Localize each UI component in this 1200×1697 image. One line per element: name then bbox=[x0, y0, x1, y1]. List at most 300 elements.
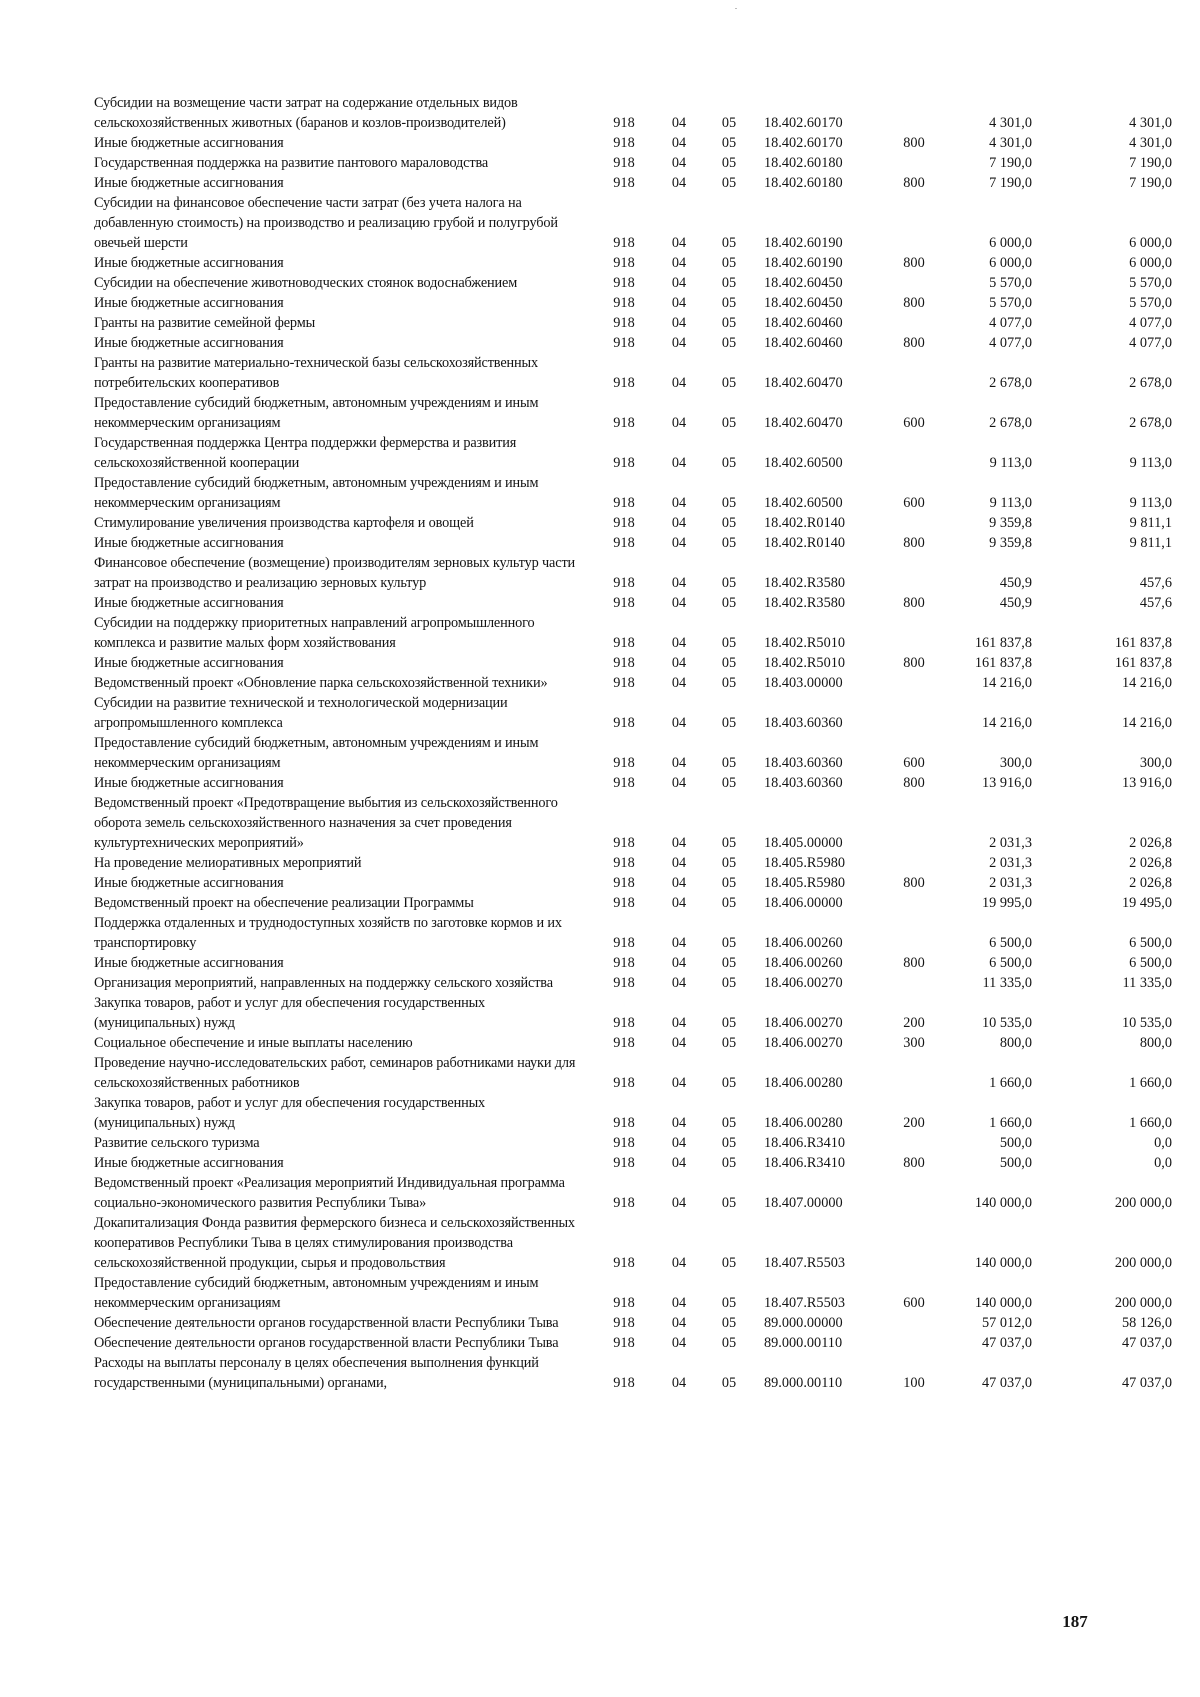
row-expense-type: 300 bbox=[903, 1035, 925, 1051]
row-subsection-code: 05 bbox=[721, 1295, 737, 1311]
row-ved-code: 918 bbox=[613, 1195, 635, 1211]
row-expense-type: 600 bbox=[903, 755, 925, 771]
row-ved-code: 918 bbox=[613, 535, 635, 551]
row-amount-year-2: 6 000,0 bbox=[1129, 255, 1172, 271]
row-expense-type: 800 bbox=[903, 135, 925, 151]
row-amount-year-2: 2 026,8 bbox=[1129, 835, 1172, 851]
row-amount-year-2: 200 000,0 bbox=[1114, 1195, 1172, 1211]
row-target-article: 18.407.00000 bbox=[764, 1195, 843, 1211]
row-section-code: 04 bbox=[671, 1315, 687, 1331]
row-name: Ведомственный проект «Обновление парка сельскохозяйственной техники» bbox=[94, 675, 548, 691]
row-amount-year-1: 6 500,0 bbox=[989, 935, 1032, 951]
row-amount-year-1: 57 012,0 bbox=[981, 1315, 1032, 1331]
table-row bbox=[94, 293, 1174, 313]
table-row bbox=[94, 693, 1174, 733]
row-name: Расходы на выплаты персоналу в целях обеспечения выполнения функций государственными (муниципальными) органами, bbox=[94, 1355, 539, 1391]
row-ved-code: 918 bbox=[613, 1115, 635, 1131]
row-subsection-code: 05 bbox=[721, 135, 737, 151]
row-amount-year-2: 11 335,0 bbox=[1122, 975, 1172, 991]
row-ved-code: 918 bbox=[613, 1135, 635, 1151]
table-row bbox=[94, 433, 1174, 473]
row-section-code: 04 bbox=[671, 535, 687, 551]
row-amount-year-1: 4 077,0 bbox=[989, 315, 1032, 331]
row-amount-year-2: 14 216,0 bbox=[1121, 715, 1172, 731]
row-amount-year-2: 19 495,0 bbox=[1121, 895, 1172, 911]
row-section-code: 04 bbox=[671, 1255, 687, 1271]
row-subsection-code: 05 bbox=[721, 1315, 737, 1331]
row-subsection-code: 05 bbox=[721, 235, 737, 251]
row-target-article: 18.402.R3580 bbox=[764, 595, 846, 611]
row-amount-year-2: 4 077,0 bbox=[1129, 335, 1172, 351]
row-section-code: 04 bbox=[671, 835, 687, 851]
table-row bbox=[94, 1093, 1174, 1133]
table-row bbox=[94, 953, 1174, 973]
row-target-article: 18.407.R5503 bbox=[764, 1255, 846, 1271]
row-amount-year-2: 47 037,0 bbox=[1121, 1335, 1172, 1351]
row-subsection-code: 05 bbox=[721, 1035, 737, 1051]
row-amount-year-1: 9 113,0 bbox=[989, 455, 1032, 471]
row-amount-year-2: 4 301,0 bbox=[1129, 115, 1172, 131]
row-subsection-code: 05 bbox=[721, 1375, 737, 1391]
row-ved-code: 918 bbox=[613, 1035, 635, 1051]
row-target-article: 18.406.00270 bbox=[764, 1035, 843, 1051]
row-amount-year-1: 140 000,0 bbox=[974, 1255, 1032, 1271]
row-amount-year-1: 6 000,0 bbox=[989, 235, 1032, 251]
row-section-code: 04 bbox=[671, 1375, 687, 1391]
row-name: Стимулирование увеличения производства картофеля и овощей bbox=[94, 515, 474, 531]
row-amount-year-1: 9 359,8 bbox=[989, 515, 1032, 531]
row-ved-code: 918 bbox=[613, 755, 635, 771]
row-amount-year-1: 2 678,0 bbox=[989, 375, 1032, 391]
row-ved-code: 918 bbox=[613, 495, 635, 511]
row-amount-year-1: 5 570,0 bbox=[989, 275, 1032, 291]
row-ved-code: 918 bbox=[613, 775, 635, 791]
row-subsection-code: 05 bbox=[721, 155, 737, 171]
row-target-article: 18.406.00280 bbox=[764, 1115, 843, 1131]
row-subsection-code: 05 bbox=[721, 375, 737, 391]
row-amount-year-1: 140 000,0 bbox=[974, 1195, 1032, 1211]
row-amount-year-2: 200 000,0 bbox=[1114, 1255, 1172, 1271]
row-amount-year-1: 19 995,0 bbox=[981, 895, 1032, 911]
row-section-code: 04 bbox=[671, 495, 687, 511]
row-expense-type: 800 bbox=[903, 1155, 925, 1171]
row-name: Иные бюджетные ассигнования bbox=[94, 955, 284, 971]
row-name: Субсидии на возмещение части затрат на содержание отдельных видов сельскохозяйственных животных (баранов и козлов-производителей) bbox=[94, 95, 518, 131]
row-target-article: 18.406.00260 bbox=[764, 955, 843, 971]
row-target-article: 18.405.00000 bbox=[764, 835, 843, 851]
row-amount-year-2: 200 000,0 bbox=[1114, 1295, 1172, 1311]
row-ved-code: 918 bbox=[613, 335, 635, 351]
row-subsection-code: 05 bbox=[721, 1335, 737, 1351]
row-section-code: 04 bbox=[671, 595, 687, 611]
table-row bbox=[94, 613, 1174, 653]
row-target-article: 89.000.00000 bbox=[764, 1315, 843, 1331]
row-target-article: 18.402.60460 bbox=[764, 315, 843, 331]
row-amount-year-2: 2 678,0 bbox=[1129, 415, 1172, 431]
row-name: Иные бюджетные ассигнования bbox=[94, 255, 284, 271]
scan-artifact bbox=[735, 8, 737, 9]
table-row bbox=[94, 173, 1174, 193]
row-amount-year-2: 6 500,0 bbox=[1129, 955, 1172, 971]
table-row bbox=[94, 913, 1174, 953]
row-section-code: 04 bbox=[671, 1195, 687, 1211]
row-amount-year-1: 47 037,0 bbox=[981, 1335, 1032, 1351]
row-section-code: 04 bbox=[671, 1035, 687, 1051]
row-name: Организация мероприятий, направленных на поддержку сельского хозяйства bbox=[94, 975, 553, 991]
row-amount-year-2: 5 570,0 bbox=[1129, 275, 1172, 291]
row-section-code: 04 bbox=[671, 1155, 687, 1171]
row-amount-year-1: 2 031,3 bbox=[989, 875, 1032, 891]
table-row bbox=[94, 1033, 1174, 1053]
row-section-code: 04 bbox=[671, 135, 687, 151]
row-section-code: 04 bbox=[671, 375, 687, 391]
row-target-article: 18.405.R5980 bbox=[764, 855, 846, 871]
row-ved-code: 918 bbox=[613, 635, 635, 651]
row-amount-year-2: 7 190,0 bbox=[1129, 155, 1172, 171]
row-amount-year-2: 161 837,8 bbox=[1114, 635, 1172, 651]
row-target-article: 18.402.60500 bbox=[764, 495, 843, 511]
table-row bbox=[94, 193, 1174, 253]
row-subsection-code: 05 bbox=[721, 295, 737, 311]
row-target-article: 18.402.R5010 bbox=[764, 655, 846, 671]
row-subsection-code: 05 bbox=[721, 755, 737, 771]
table-row bbox=[94, 733, 1174, 773]
row-ved-code: 918 bbox=[613, 955, 635, 971]
row-name: Иные бюджетные ассигнования bbox=[94, 1155, 284, 1171]
row-amount-year-1: 161 837,8 bbox=[974, 635, 1032, 651]
table-row bbox=[94, 253, 1174, 273]
row-target-article: 18.402.60450 bbox=[764, 275, 843, 291]
row-subsection-code: 05 bbox=[721, 635, 737, 651]
row-amount-year-1: 14 216,0 bbox=[981, 675, 1032, 691]
row-ved-code: 918 bbox=[613, 1255, 635, 1271]
row-amount-year-1: 6 000,0 bbox=[989, 255, 1032, 271]
row-name: Гранты на развитие материально-технической базы сельскохозяйственных потребительских кооперативов bbox=[94, 355, 538, 391]
row-name: Развитие сельского туризма bbox=[94, 1135, 260, 1151]
row-target-article: 89.000.00110 bbox=[764, 1335, 843, 1351]
row-name: Иные бюджетные ассигнования bbox=[94, 175, 284, 191]
row-amount-year-2: 457,6 bbox=[1139, 595, 1172, 611]
row-target-article: 18.402.R3580 bbox=[764, 575, 846, 591]
table-row bbox=[94, 393, 1174, 433]
row-name: Закупка товаров, работ и услуг для обеспечения государственных (муниципальных) нужд bbox=[94, 1095, 486, 1131]
row-ved-code: 918 bbox=[613, 595, 635, 611]
row-amount-year-1: 4 077,0 bbox=[989, 335, 1032, 351]
row-expense-type: 600 bbox=[903, 415, 925, 431]
row-ved-code: 918 bbox=[613, 295, 635, 311]
row-amount-year-2: 5 570,0 bbox=[1129, 295, 1172, 311]
table-row bbox=[94, 1153, 1174, 1173]
row-name: Финансовое обеспечение (возмещение) производителям зерновых культур части затрат на производство и реализацию зерновых культур bbox=[94, 555, 576, 591]
row-ved-code: 918 bbox=[613, 1155, 635, 1171]
row-target-article: 18.407.R5503 bbox=[764, 1295, 846, 1311]
row-target-article: 18.402.60450 bbox=[764, 295, 843, 311]
row-subsection-code: 05 bbox=[721, 955, 737, 971]
table-row bbox=[94, 653, 1174, 673]
table-row bbox=[94, 93, 1174, 133]
row-subsection-code: 05 bbox=[721, 715, 737, 731]
row-amount-year-1: 800,0 bbox=[999, 1035, 1032, 1051]
row-section-code: 04 bbox=[671, 955, 687, 971]
row-subsection-code: 05 bbox=[721, 335, 737, 351]
row-name: Субсидии на обеспечение животноводческих стоянок водоснабжением bbox=[94, 275, 518, 291]
row-section-code: 04 bbox=[671, 415, 687, 431]
row-name: Гранты на развитие семейной фермы bbox=[94, 315, 316, 331]
row-expense-type: 800 bbox=[903, 255, 925, 271]
row-section-code: 04 bbox=[671, 115, 687, 131]
row-subsection-code: 05 bbox=[721, 655, 737, 671]
table-row bbox=[94, 1273, 1174, 1313]
row-section-code: 04 bbox=[671, 1075, 687, 1091]
table-row bbox=[94, 673, 1174, 693]
row-ved-code: 918 bbox=[613, 715, 635, 731]
row-ved-code: 918 bbox=[613, 275, 635, 291]
row-amount-year-1: 500,0 bbox=[999, 1135, 1032, 1151]
row-name: Иные бюджетные ассигнования bbox=[94, 535, 284, 551]
row-amount-year-1: 47 037,0 bbox=[981, 1375, 1032, 1391]
row-name: Докапитализация Фонда развития фермерского бизнеса и сельскохозяйственных кооперативов Республики Тыва в целях стимулирования производства сельскохозяйственной продукции, сырья и продовольствия bbox=[94, 1215, 575, 1271]
row-amount-year-2: 0,0 bbox=[1154, 1155, 1172, 1171]
row-target-article: 18.402.60180 bbox=[764, 175, 843, 191]
table-row bbox=[94, 1313, 1174, 1333]
table-row bbox=[94, 993, 1174, 1033]
row-name: Предоставление субсидий бюджетным, автономным учреждениям и иным некоммерческим организациям bbox=[94, 475, 539, 511]
row-target-article: 18.406.00270 bbox=[764, 975, 843, 991]
row-subsection-code: 05 bbox=[721, 315, 737, 331]
row-amount-year-2: 1 660,0 bbox=[1129, 1115, 1172, 1131]
row-subsection-code: 05 bbox=[721, 675, 737, 691]
row-amount-year-1: 1 660,0 bbox=[989, 1075, 1032, 1091]
table-row bbox=[94, 1213, 1174, 1273]
row-amount-year-2: 0,0 bbox=[1154, 1135, 1172, 1151]
row-subsection-code: 05 bbox=[721, 1255, 737, 1271]
row-amount-year-1: 450,9 bbox=[999, 575, 1032, 591]
row-amount-year-2: 4 301,0 bbox=[1129, 135, 1172, 151]
row-subsection-code: 05 bbox=[721, 255, 737, 271]
table-row bbox=[94, 473, 1174, 513]
row-section-code: 04 bbox=[671, 575, 687, 591]
row-target-article: 18.403.60360 bbox=[764, 715, 843, 731]
row-amount-year-1: 7 190,0 bbox=[989, 155, 1032, 171]
row-amount-year-2: 2 678,0 bbox=[1129, 375, 1172, 391]
row-name: Поддержка отдаленных и труднодоступных хозяйств по заготовке кормов и их транспортировку bbox=[94, 915, 562, 951]
row-amount-year-1: 5 570,0 bbox=[989, 295, 1032, 311]
row-subsection-code: 05 bbox=[721, 515, 737, 531]
row-amount-year-2: 13 916,0 bbox=[1121, 775, 1172, 791]
row-target-article: 18.402.60470 bbox=[764, 375, 843, 391]
row-expense-type: 800 bbox=[903, 875, 925, 891]
row-amount-year-1: 4 301,0 bbox=[989, 115, 1032, 131]
row-ved-code: 918 bbox=[613, 115, 635, 131]
row-amount-year-1: 140 000,0 bbox=[974, 1295, 1032, 1311]
row-amount-year-2: 2 026,8 bbox=[1129, 855, 1172, 871]
row-target-article: 18.402.R5010 bbox=[764, 635, 846, 651]
table-row bbox=[94, 773, 1174, 793]
row-name: Предоставление субсидий бюджетным, автономным учреждениям и иным некоммерческим организациям bbox=[94, 735, 539, 771]
row-name: Ведомственный проект на обеспечение реализации Программы bbox=[94, 895, 474, 911]
row-ved-code: 918 bbox=[613, 1315, 635, 1331]
row-target-article: 18.406.00260 bbox=[764, 935, 843, 951]
row-amount-year-1: 13 916,0 bbox=[981, 775, 1032, 791]
row-amount-year-1: 9 359,8 bbox=[989, 535, 1032, 551]
table-row bbox=[94, 1353, 1174, 1393]
row-ved-code: 918 bbox=[613, 315, 635, 331]
row-target-article: 18.403.60360 bbox=[764, 775, 843, 791]
table-row bbox=[94, 333, 1174, 353]
row-target-article: 18.406.00000 bbox=[764, 895, 843, 911]
row-name: Закупка товаров, работ и услуг для обеспечения государственных (муниципальных) нужд bbox=[94, 995, 486, 1031]
row-ved-code: 918 bbox=[613, 1375, 635, 1391]
row-name: Субсидии на финансовое обеспечение части затрат (без учета налога на добавленную стоимость) на производство и реализацию грубой и полугрубой овечьей шерсти bbox=[94, 195, 558, 251]
row-section-code: 04 bbox=[671, 1295, 687, 1311]
row-amount-year-2: 2 026,8 bbox=[1129, 875, 1172, 891]
table-row bbox=[94, 533, 1174, 553]
row-subsection-code: 05 bbox=[721, 1015, 737, 1031]
budget-table bbox=[94, 93, 1174, 1393]
row-name: Социальное обеспечение и иные выплаты населению bbox=[94, 1035, 413, 1051]
row-amount-year-1: 500,0 bbox=[999, 1155, 1032, 1171]
row-amount-year-1: 9 113,0 bbox=[989, 495, 1032, 511]
row-section-code: 04 bbox=[671, 515, 687, 531]
row-section-code: 04 bbox=[671, 675, 687, 691]
row-ved-code: 918 bbox=[613, 515, 635, 531]
row-amount-year-2: 300,0 bbox=[1139, 755, 1172, 771]
row-subsection-code: 05 bbox=[721, 835, 737, 851]
row-amount-year-1: 10 535,0 bbox=[981, 1015, 1032, 1031]
row-expense-type: 200 bbox=[903, 1115, 925, 1131]
row-name: На проведение мелиоративных мероприятий bbox=[94, 855, 362, 871]
row-ved-code: 918 bbox=[613, 235, 635, 251]
row-target-article: 18.405.R5980 bbox=[764, 875, 846, 891]
table-row bbox=[94, 553, 1174, 593]
row-target-article: 18.406.00280 bbox=[764, 1075, 843, 1091]
row-subsection-code: 05 bbox=[721, 1195, 737, 1211]
row-subsection-code: 05 bbox=[721, 415, 737, 431]
row-name: Субсидии на поддержку приоритетных направлений агропромышленного комплекса и развитие малых форм хозяйствования bbox=[94, 615, 535, 651]
table-row bbox=[94, 1053, 1174, 1093]
row-expense-type: 800 bbox=[903, 595, 925, 611]
row-expense-type: 800 bbox=[903, 955, 925, 971]
row-section-code: 04 bbox=[671, 295, 687, 311]
row-subsection-code: 05 bbox=[721, 535, 737, 551]
row-subsection-code: 05 bbox=[721, 875, 737, 891]
table-row bbox=[94, 1333, 1174, 1353]
row-amount-year-1: 11 335,0 bbox=[982, 975, 1032, 991]
table-row bbox=[94, 793, 1174, 853]
row-section-code: 04 bbox=[671, 1335, 687, 1351]
row-amount-year-2: 47 037,0 bbox=[1121, 1375, 1172, 1391]
row-subsection-code: 05 bbox=[721, 1075, 737, 1091]
row-amount-year-2: 6 000,0 bbox=[1129, 235, 1172, 251]
table-row bbox=[94, 1173, 1174, 1213]
row-ved-code: 918 bbox=[613, 675, 635, 691]
row-ved-code: 918 bbox=[613, 155, 635, 171]
row-amount-year-2: 9 811,1 bbox=[1129, 535, 1172, 551]
row-amount-year-1: 161 837,8 bbox=[974, 655, 1032, 671]
row-ved-code: 918 bbox=[613, 975, 635, 991]
row-ved-code: 918 bbox=[613, 175, 635, 191]
row-amount-year-2: 7 190,0 bbox=[1129, 175, 1172, 191]
row-subsection-code: 05 bbox=[721, 175, 737, 191]
page-number: 187 bbox=[1062, 1612, 1088, 1631]
row-expense-type: 800 bbox=[903, 295, 925, 311]
row-amount-year-1: 4 301,0 bbox=[989, 135, 1032, 151]
row-name: Предоставление субсидий бюджетным, автономным учреждениям и иным некоммерческим организациям bbox=[94, 395, 539, 431]
row-section-code: 04 bbox=[671, 975, 687, 991]
row-amount-year-1: 1 660,0 bbox=[989, 1115, 1032, 1131]
row-section-code: 04 bbox=[671, 775, 687, 791]
row-name: Ведомственный проект «Реализация мероприятий Индивидуальная программа социально-экономического развития Республики Тыва» bbox=[94, 1175, 565, 1211]
row-name: Обеспечение деятельности органов государственной власти Республики Тыва bbox=[94, 1315, 559, 1331]
row-name: Государственная поддержка на развитие пантового мараловодства bbox=[94, 155, 489, 171]
row-ved-code: 918 bbox=[613, 575, 635, 591]
row-target-article: 18.406.00270 bbox=[764, 1015, 843, 1031]
row-name: Субсидии на развитие технической и технологической модернизации агропромышленного комплекса bbox=[94, 695, 508, 731]
row-ved-code: 918 bbox=[613, 855, 635, 871]
row-target-article: 18.402.R0140 bbox=[764, 535, 846, 551]
row-target-article: 18.402.R0140 bbox=[764, 515, 846, 531]
row-amount-year-2: 9 113,0 bbox=[1129, 495, 1172, 511]
row-section-code: 04 bbox=[671, 1015, 687, 1031]
row-section-code: 04 bbox=[671, 315, 687, 331]
row-name: Иные бюджетные ассигнования bbox=[94, 875, 284, 891]
row-target-article: 18.406.R3410 bbox=[764, 1135, 846, 1151]
table-row bbox=[94, 1133, 1174, 1153]
row-expense-type: 800 bbox=[903, 535, 925, 551]
row-ved-code: 918 bbox=[613, 1075, 635, 1091]
row-amount-year-1: 2 678,0 bbox=[989, 415, 1032, 431]
row-section-code: 04 bbox=[671, 335, 687, 351]
row-subsection-code: 05 bbox=[721, 1115, 737, 1131]
table-row bbox=[94, 893, 1174, 913]
table-row bbox=[94, 313, 1174, 333]
row-target-article: 18.402.60170 bbox=[764, 115, 843, 131]
row-section-code: 04 bbox=[671, 635, 687, 651]
row-expense-type: 800 bbox=[903, 335, 925, 351]
row-section-code: 04 bbox=[671, 1135, 687, 1151]
row-target-article: 18.402.60190 bbox=[764, 235, 843, 251]
table-row bbox=[94, 513, 1174, 533]
row-section-code: 04 bbox=[671, 895, 687, 911]
row-target-article: 18.402.60470 bbox=[764, 415, 843, 431]
row-subsection-code: 05 bbox=[721, 495, 737, 511]
table-row bbox=[94, 973, 1174, 993]
row-subsection-code: 05 bbox=[721, 855, 737, 871]
row-name: Иные бюджетные ассигнования bbox=[94, 775, 284, 791]
row-expense-type: 800 bbox=[903, 655, 925, 671]
table-row bbox=[94, 353, 1174, 393]
row-section-code: 04 bbox=[671, 715, 687, 731]
row-section-code: 04 bbox=[671, 655, 687, 671]
row-amount-year-2: 9 113,0 bbox=[1129, 455, 1172, 471]
row-expense-type: 600 bbox=[903, 495, 925, 511]
row-amount-year-2: 9 811,1 bbox=[1129, 515, 1172, 531]
table-row bbox=[94, 593, 1174, 613]
row-section-code: 04 bbox=[671, 935, 687, 951]
table-row bbox=[94, 133, 1174, 153]
row-amount-year-2: 58 126,0 bbox=[1121, 1315, 1172, 1331]
row-amount-year-2: 800,0 bbox=[1139, 1035, 1172, 1051]
row-ved-code: 918 bbox=[613, 255, 635, 271]
row-subsection-code: 05 bbox=[721, 115, 737, 131]
table-row bbox=[94, 153, 1174, 173]
row-target-article: 18.403.00000 bbox=[764, 675, 843, 691]
row-subsection-code: 05 bbox=[721, 1135, 737, 1151]
row-target-article: 18.402.60170 bbox=[764, 135, 843, 151]
row-section-code: 04 bbox=[671, 755, 687, 771]
row-target-article: 18.406.R3410 bbox=[764, 1155, 846, 1171]
table-row bbox=[94, 873, 1174, 893]
